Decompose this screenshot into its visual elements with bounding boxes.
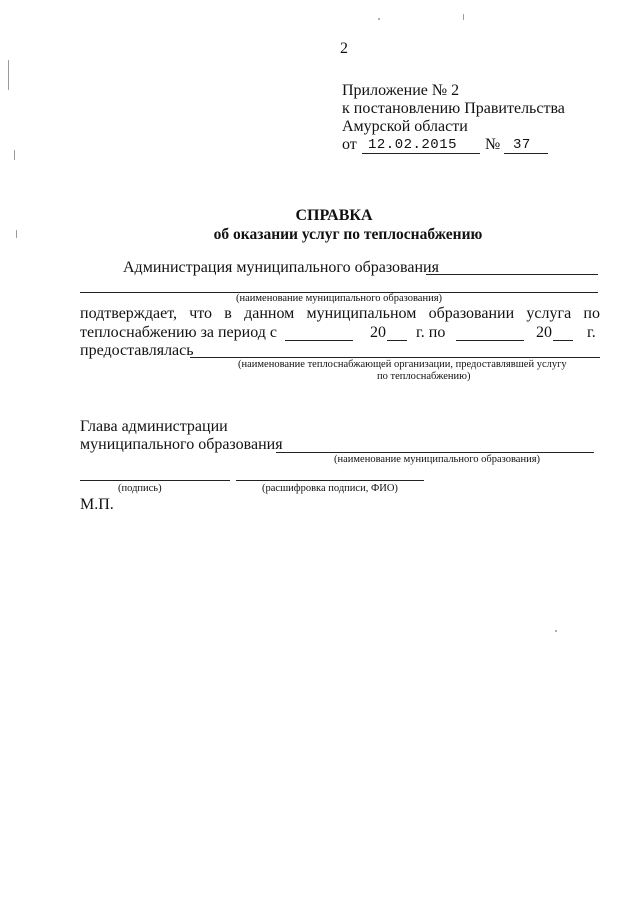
period-start-century: 20 [370,324,386,341]
confirms-word: подтверждает, [80,305,177,322]
signature-decoding-field[interactable] [236,480,424,481]
appendix-date-prefix: от [342,136,357,153]
head-title-line2: муниципального образования [80,436,283,453]
document-subheading: об оказании услуг по теплоснабжению [213,226,483,243]
date-underline [362,153,480,154]
period-year-suffix: г. [587,324,596,341]
period-start-year-field[interactable] [387,340,407,341]
period-end-year-field[interactable] [553,340,573,341]
confirms-word: образовании [428,305,515,322]
period-label: теплоснабжению за период с [80,324,277,341]
document-heading: СПРАВКА [295,207,373,224]
caption-signature: (подпись) [118,483,162,494]
stamp-place-label: М.П. [80,496,114,513]
head-title-line1: Глава администрации [80,418,228,435]
appendix-resolution: к постановлению Правительства [342,100,565,117]
caption-org-line1: (наименование теплоснабжающей организации, предоставлявшей услугу [238,359,567,370]
number-underline [504,153,548,154]
period-start-day-field[interactable] [285,340,353,341]
appendix-date-value: 12.02.2015 [368,137,458,153]
provider-name-field[interactable] [190,357,600,358]
appendix-number-prefix: № [485,136,501,153]
caption-decoding: (расшифровка подписи, ФИО) [262,483,398,494]
appendix-region: Амурской области [342,118,468,135]
confirms-word: услуга [526,305,572,322]
period-to-label: г. по [416,324,446,341]
confirms-word: по [583,305,600,322]
period-end-century: 20 [536,324,552,341]
caption-head-municipality: (наименование муниципального образования) [334,454,541,465]
admin-label: Администрация муниципального образования [123,259,439,276]
page-number: 2 [340,40,348,57]
scan-speck [8,60,9,90]
scan-speck [555,630,557,632]
confirms-line [80,305,600,323]
scan-speck [378,18,380,20]
signature-field[interactable] [80,480,230,481]
admin-name-field[interactable] [426,274,598,275]
confirms-word: муниципальном [306,305,417,322]
provided-label: предоставлялась [80,342,194,359]
scan-speck [463,14,464,20]
appendix-number-value: 37 [513,137,531,153]
confirms-word: что [189,305,213,322]
confirms-word: в [224,305,232,322]
caption-municipality: (наименование муниципального образования) [236,293,443,304]
appendix-title: Приложение № 2 [342,82,460,99]
period-end-day-field[interactable] [456,340,524,341]
caption-org-line2: по теплоснабжению) [377,371,471,382]
scan-speck [14,150,15,160]
confirms-word: данном [244,305,295,322]
head-municipality-field[interactable] [276,452,594,453]
